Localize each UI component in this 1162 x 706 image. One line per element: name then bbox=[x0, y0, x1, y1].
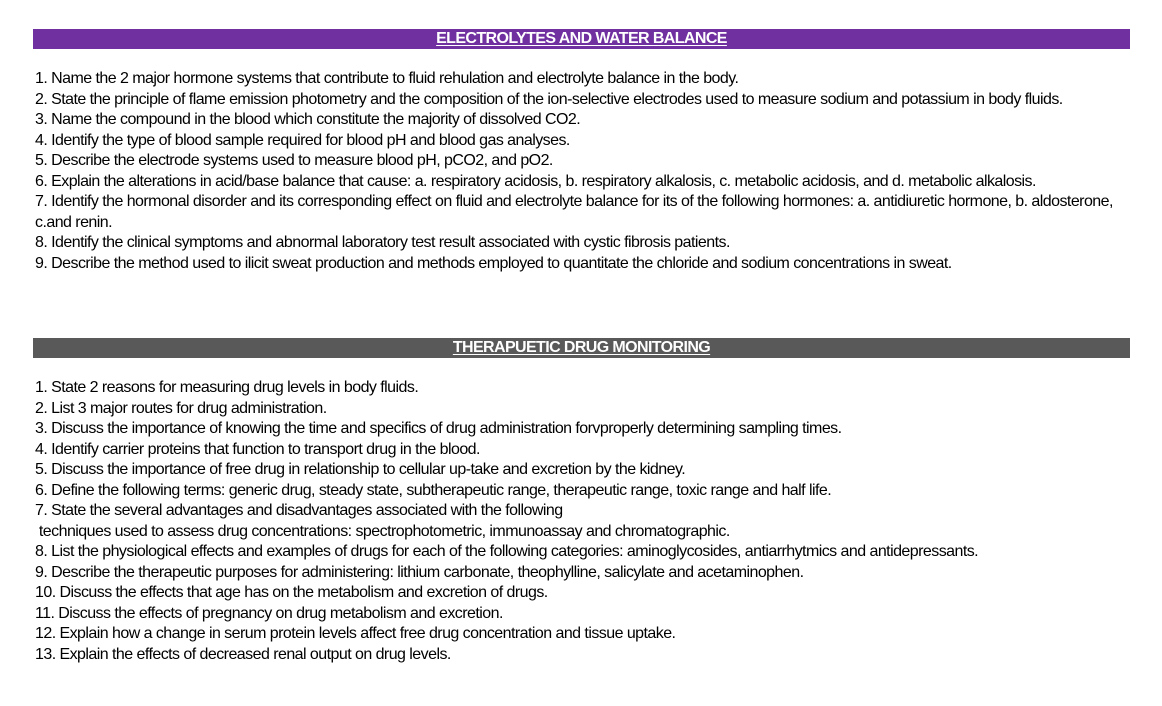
electrolytes-section bbox=[33, 29, 1130, 274]
tdm-objectives-list bbox=[33, 378, 1130, 665]
list-item: 10. Discuss the effects that age has on the metabolism and excretion of drugs. bbox=[35, 584, 548, 601]
list-item: 8. List the physiological effects and examples of drugs for each of the following categories: aminoglycosides, antiarrhytmics and antidepressants. bbox=[35, 543, 979, 560]
list-item: 1. Name the 2 major hormone systems that contribute to fluid rehulation and electrolyte balance in the body. bbox=[35, 70, 739, 87]
list-item: 8. Identify the clinical symptoms and abnormal laboratory test result associated with cystic fibrosis patients. bbox=[35, 234, 730, 251]
list-item: 4. Identify carrier proteins that function to transport drug in the blood. bbox=[35, 440, 480, 458]
list-item: 5. Discuss the importance of free drug in relationship to cellular up-take and excretion by the kidney. bbox=[35, 461, 686, 478]
electrolytes-objectives-list bbox=[33, 69, 1130, 274]
list-item: 13. Explain the effects of decreased renal output on drug levels. bbox=[35, 645, 451, 663]
tdm-title: THERAPUETIC DRUG MONITORING bbox=[452, 339, 711, 356]
tdm-header bbox=[33, 338, 1130, 358]
list-item: 6. Explain the alterations in acid/base balance that cause: a. respiratory acidosis, b. respiratory alkalosis, c. metabolic acidosis, and d. metabolic alkalosis. bbox=[35, 172, 1036, 190]
list-item: 3. Discuss the importance of knowing the time and specifics of drug administration forvproperly determining sampling times. bbox=[35, 420, 842, 437]
list-item: 5. Describe the electrode systems used to measure blood pH, pCO2, and pO2. bbox=[35, 152, 553, 169]
list-item: 12. Explain how a change in serum protein levels affect free drug concentration and tissue uptake. bbox=[35, 625, 676, 642]
list-item: 2. State the principle of flame emission photometry and the composition of the ion-selective electrodes used to measure sodium and potassium in body fluids. bbox=[35, 90, 1063, 108]
list-item: 4. Identify the type of blood sample required for blood pH and blood gas analyses. bbox=[35, 131, 570, 149]
list-item: 1. State 2 reasons for measuring drug levels in body fluids. bbox=[35, 379, 419, 396]
list-item: 7. State the several advantages and disadvantages associated with the following bbox=[35, 502, 563, 519]
list-item: 9. Describe the method used to ilicit sweat production and methods employed to quantitate the chloride and sodium concentrations in sweat. bbox=[35, 254, 952, 272]
list-item: 9. Describe the therapeutic purposes for administering: lithium carbonate, theophylline, salicylate and acetaminophen. bbox=[35, 563, 804, 581]
tdm-section bbox=[33, 338, 1130, 665]
list-item-continuation: techniques used to assess drug concentrations: spectrophotometric, immunoassay and chromatographic. bbox=[35, 522, 730, 540]
list-item: 6. Define the following terms: generic drug, steady state, subtherapeutic range, therapeutic range, toxic range and half life. bbox=[35, 481, 832, 499]
list-item: 3. Name the compound in the blood which constitute the majority of dissolved CO2. bbox=[35, 111, 581, 128]
electrolytes-title: ELECTROLYTES AND WATER BALANCE bbox=[436, 30, 727, 47]
list-item: 2. List 3 major routes for drug administration. bbox=[35, 399, 327, 417]
list-item: 11. Discuss the effects of pregnancy on drug metabolism and excretion. bbox=[35, 604, 503, 622]
list-item: 7. Identify the hormonal disorder and its corresponding effect on fluid and electrolyte balance for its of the following hormones: a. antidiuretic hormone, b. aldosterone, c.and renin. bbox=[35, 193, 1113, 231]
electrolytes-header bbox=[33, 29, 1130, 49]
